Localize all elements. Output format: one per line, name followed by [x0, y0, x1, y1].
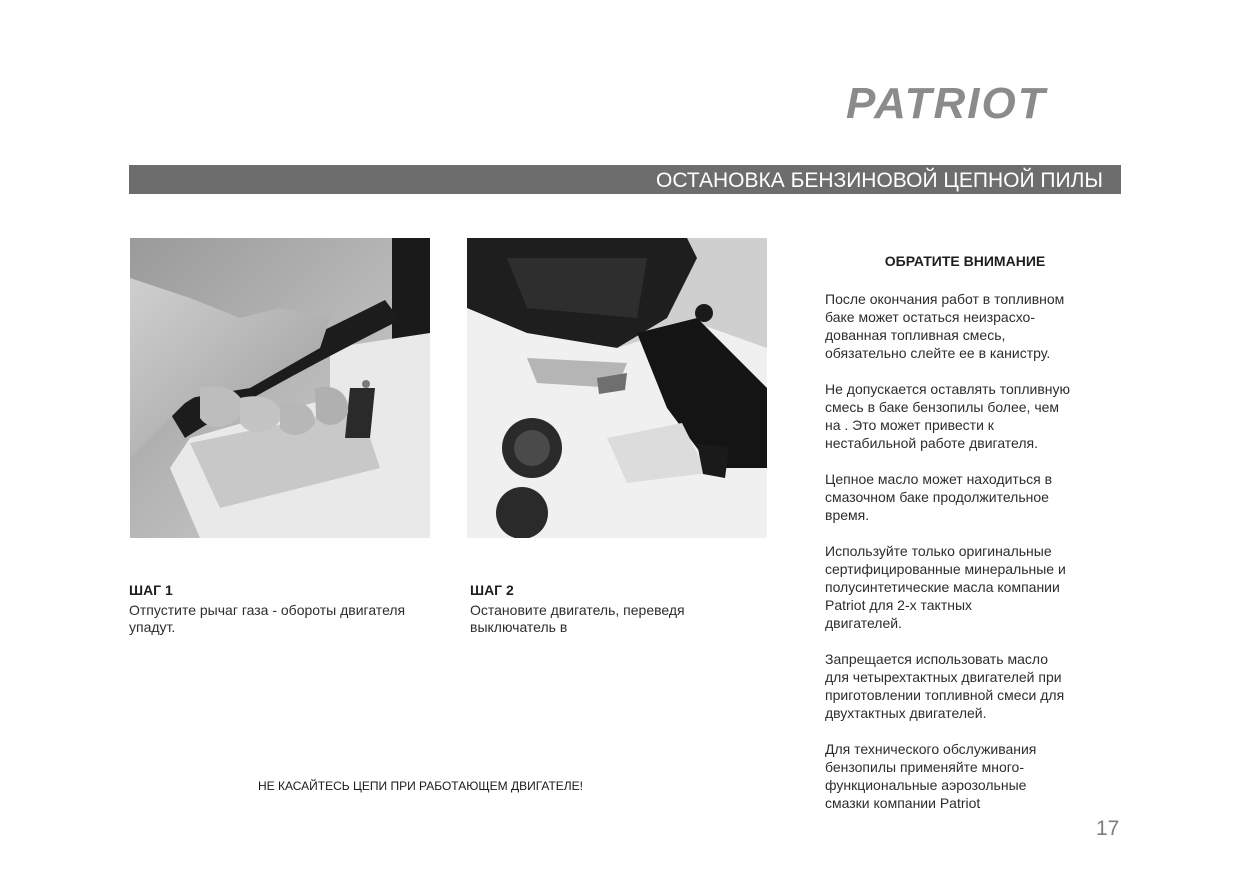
- patriot-logo: [846, 76, 1106, 126]
- attention-section: [825, 250, 1115, 830]
- step-2-text: Остановите двигатель, переведя выключатель в: [470, 602, 685, 635]
- attention-paragraph: Цепное масло может находиться в смазочном баке продолжительное время.: [825, 471, 1053, 523]
- chain-warning: НЕ КАСАЙТЕСЬ ЦЕПИ ПРИ РАБОТАЮЩЕМ ДВИГАТЕЛЕ!: [258, 779, 584, 793]
- attention-paragraph: Используйте только оригинальные сертифицированные минеральные и полусинтетические масла компании Patriot для 2-х тактных двигателей.: [825, 543, 1066, 631]
- photo-throttle-release: [130, 238, 430, 538]
- page-title: ОСТАНОВКА БЕНЗИНОВОЙ ЦЕПНОЙ ПИЛЫ: [656, 169, 1103, 192]
- attention-paragraph: Запрещается использовать масло для четырехтактных двигателей при приготовлении топливной смеси для двухтактных двигателей.: [825, 651, 1065, 721]
- attention-paragraph: После окончания работ в топливном баке может остаться неизрасхо- дованная топливная смесь, обязательно слейте ее в канистру.: [825, 291, 1065, 361]
- attention-title: ОБРАТИТЕ ВНИМАНИЕ: [884, 253, 1046, 269]
- step-1-title: ШАГ 1: [129, 582, 173, 598]
- photo-engine-switch: [467, 238, 767, 538]
- logo-text: PATRIOT: [846, 79, 1047, 126]
- page-number: 17: [1096, 817, 1120, 840]
- step-2-title: ШАГ 2: [470, 582, 514, 598]
- section-title-bar: [129, 165, 1121, 194]
- attention-paragraph: Для технического обслуживания бензопилы применяйте много- функциональные аэрозольные смазки компании Patriot: [825, 741, 1037, 811]
- step-2: [470, 581, 770, 636]
- step-1-text: Отпустите рычаг газа - обороты двигателя упадут.: [129, 602, 406, 635]
- attention-paragraph: Не допускается оставлять топливную смесь в баке бензопилы более, чем на . Это может привести к нестабильной работе двигателя.: [825, 381, 1070, 451]
- step-1: [129, 581, 429, 636]
